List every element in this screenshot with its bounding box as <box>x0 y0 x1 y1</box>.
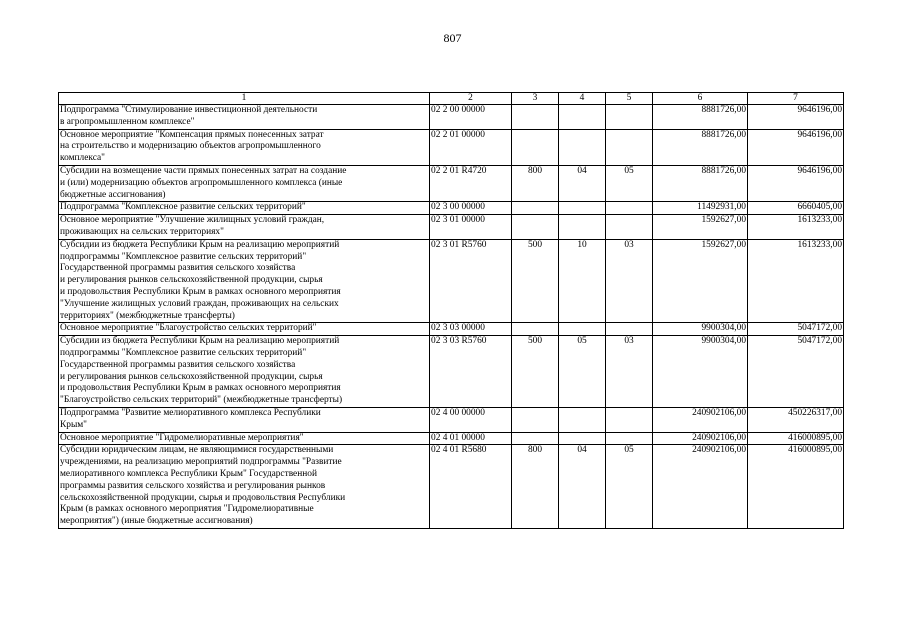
row-subsection-cell <box>606 215 653 240</box>
row-name-line: мероприятия") (иные бюджетные ассигнования) <box>60 516 253 527</box>
row-name-line: и продовольствия Республики Крым в рамках основного мероприятия <box>60 286 341 297</box>
row-amount-col6-cell: 8881726,00 <box>653 165 748 201</box>
row-subsection-cell <box>606 129 653 165</box>
row-code-cell: 02 3 03 00000 <box>430 323 512 336</box>
table-row <box>59 432 844 445</box>
row-name-line: комплекса" <box>60 153 105 164</box>
row-name-line: проживающих на сельских территориях" <box>60 226 224 237</box>
row-name-cell <box>59 202 430 215</box>
row-name-line: на строительство и модернизацию объектов агропромышленного <box>60 141 321 152</box>
row-code-cell: 02 2 01 00000 <box>430 129 512 165</box>
column-header: 4 <box>559 93 606 105</box>
row-name-line: в агропромышленном комплексе" <box>60 116 195 127</box>
row-expense-type-cell <box>512 202 559 215</box>
row-subsection-cell <box>606 432 653 445</box>
row-name-cell <box>59 407 430 432</box>
row-code-cell: 02 3 01 R5760 <box>430 239 512 323</box>
row-subsection-cell: 03 <box>606 239 653 323</box>
row-name-line: Крым" <box>60 419 87 430</box>
table-row <box>59 129 844 165</box>
row-code-cell: 02 4 00 00000 <box>430 407 512 432</box>
table-row <box>59 407 844 432</box>
row-section-cell <box>559 202 606 215</box>
row-expense-type-cell: 500 <box>512 336 559 408</box>
row-subsection-cell <box>606 202 653 215</box>
row-name-cell <box>59 239 430 323</box>
column-header: 2 <box>430 93 512 105</box>
row-section-cell: 04 <box>559 165 606 201</box>
row-subsection-cell: 05 <box>606 165 653 201</box>
row-amount-col7-cell: 1613233,00 <box>748 215 844 240</box>
row-name-line: Основное мероприятие "Гидромелиоративные мероприятия" <box>60 432 304 443</box>
table-row <box>59 336 844 408</box>
row-amount-col7-cell: 9646196,00 <box>748 165 844 201</box>
row-subsection-cell <box>606 105 653 130</box>
row-name-cell <box>59 323 430 336</box>
table-row <box>59 165 844 201</box>
row-name-line: Основное мероприятие "Компенсация прямых понесенных затрат <box>60 129 324 140</box>
row-name-line: Субсидии из бюджета Республики Крым на реализацию мероприятий <box>60 336 340 347</box>
header-row <box>59 93 844 105</box>
row-name-line: Субсидии на возмещение части прямых понесенных затрат на создание <box>60 165 347 176</box>
row-subsection-cell <box>606 323 653 336</box>
row-name-line: и (или) модернизацию объектов агропромышленного комплекса (иные <box>60 177 343 188</box>
row-section-cell <box>559 407 606 432</box>
row-section-cell <box>559 323 606 336</box>
row-name-cell <box>59 105 430 130</box>
row-amount-col6-cell: 240902106,00 <box>653 445 748 529</box>
page-number: 807 <box>443 31 462 45</box>
table-row <box>59 445 844 529</box>
column-header: 7 <box>748 93 844 105</box>
row-name-line: Подпрограмма "Стимулирование инвестиционной деятельности <box>60 105 318 115</box>
row-section-cell: 10 <box>559 239 606 323</box>
row-name-cell <box>59 129 430 165</box>
row-section-cell <box>559 432 606 445</box>
row-code-cell: 02 4 01 R5680 <box>430 445 512 529</box>
column-header: 5 <box>606 93 653 105</box>
row-amount-col6-cell: 8881726,00 <box>653 105 748 130</box>
row-name-line: Государственной программы развития сельского хозяйства <box>60 359 296 370</box>
table-row <box>59 215 844 240</box>
row-name-line: подпрограммы "Комплексное развитие сельских территорий" <box>60 251 307 262</box>
row-name-line: и продовольствия Республики Крым в рамках основного мероприятия <box>60 383 341 394</box>
column-header: 6 <box>653 93 748 105</box>
column-header: 3 <box>512 93 559 105</box>
table-row <box>59 239 844 323</box>
row-name-line: "Улучшение жилищных условий граждан, проживающих на сельских <box>60 298 339 309</box>
row-name-line: бюджетные ассигнования) <box>60 189 166 200</box>
row-subsection-cell <box>606 407 653 432</box>
row-name-line: и регулирования рынков сельскохозяйственной продукции, сырья <box>60 371 323 382</box>
row-code-cell: 02 2 00 00000 <box>430 105 512 130</box>
row-name-line: Субсидии юридическим лицам, не являющимися государственными <box>60 445 334 456</box>
row-amount-col7-cell: 416000895,00 <box>748 445 844 529</box>
row-expense-type-cell <box>512 323 559 336</box>
row-expense-type-cell: 800 <box>512 165 559 201</box>
row-name-line: программы развития сельского хозяйства и регулирования рынков <box>60 480 326 491</box>
budget-table <box>58 92 844 529</box>
row-amount-col6-cell: 1592627,00 <box>653 239 748 323</box>
table-row <box>59 202 844 215</box>
row-amount-col7-cell: 9646196,00 <box>748 105 844 130</box>
row-name-cell <box>59 445 430 529</box>
row-subsection-cell: 03 <box>606 336 653 408</box>
row-code-cell: 02 3 03 R5760 <box>430 336 512 408</box>
row-name-line: Подпрограмма "Комплексное развитие сельских территорий" <box>60 202 306 213</box>
row-amount-col6-cell: 8881726,00 <box>653 129 748 165</box>
row-section-cell: 05 <box>559 336 606 408</box>
row-name-cell <box>59 215 430 240</box>
row-amount-col6-cell: 240902106,00 <box>653 407 748 432</box>
column-header: 1 <box>59 93 430 105</box>
row-name-cell <box>59 432 430 445</box>
row-amount-col7-cell: 9646196,00 <box>748 129 844 165</box>
row-name-line: Подпрограмма "Развитие мелиоративного комплекса Республики <box>60 407 321 418</box>
row-amount-col6-cell: 240902106,00 <box>653 432 748 445</box>
row-code-cell: 02 3 00 00000 <box>430 202 512 215</box>
row-amount-col7-cell: 6660405,00 <box>748 202 844 215</box>
row-expense-type-cell <box>512 407 559 432</box>
row-section-cell <box>559 215 606 240</box>
row-amount-col6-cell: 9900304,00 <box>653 323 748 336</box>
row-amount-col6-cell: 11492931,00 <box>653 202 748 215</box>
row-amount-col7-cell: 1613233,00 <box>748 239 844 323</box>
row-expense-type-cell: 800 <box>512 445 559 529</box>
row-expense-type-cell: 500 <box>512 239 559 323</box>
row-code-cell: 02 4 01 00000 <box>430 432 512 445</box>
row-section-cell <box>559 129 606 165</box>
row-subsection-cell: 05 <box>606 445 653 529</box>
row-name-line: Основное мероприятие "Улучшение жилищных условий граждан, <box>60 215 325 226</box>
row-name-line: Субсидии из бюджета Республики Крым на реализацию мероприятий <box>60 239 340 250</box>
row-section-cell <box>559 105 606 130</box>
row-name-line: территориях" (межбюджетные трансферты) <box>60 310 235 321</box>
row-expense-type-cell <box>512 105 559 130</box>
row-amount-col7-cell: 450226317,00 <box>748 407 844 432</box>
row-name-line: Основное мероприятие "Благоустройство сельских территорий" <box>60 323 317 334</box>
row-expense-type-cell <box>512 432 559 445</box>
row-amount-col7-cell: 5047172,00 <box>748 336 844 408</box>
row-code-cell: 02 3 01 00000 <box>430 215 512 240</box>
row-name-cell <box>59 336 430 408</box>
row-name-line: мелиоративного комплекса Республики Крым" Государственной <box>60 468 317 479</box>
row-name-line: учреждениями, на реализацию мероприятий подпрограммы "Развитие <box>60 457 342 468</box>
row-amount-col7-cell: 416000895,00 <box>748 432 844 445</box>
table-row <box>59 323 844 336</box>
row-name-line: "Благоустройство сельских территорий" (межбюджетные трансферты) <box>60 395 343 406</box>
row-name-line: подпрограммы "Комплексное развитие сельских территорий" <box>60 347 307 358</box>
row-section-cell: 04 <box>559 445 606 529</box>
row-amount-col6-cell: 1592627,00 <box>653 215 748 240</box>
row-code-cell: 02 2 01 R4720 <box>430 165 512 201</box>
row-expense-type-cell <box>512 129 559 165</box>
row-amount-col7-cell: 5047172,00 <box>748 323 844 336</box>
row-amount-col6-cell: 9900304,00 <box>653 336 748 408</box>
row-name-line: Крым (в рамках основного мероприятия "Гидромелиоративные <box>60 504 314 515</box>
row-name-line: сельскохозяйственной продукции, сырья и продовольствия Республики <box>60 492 346 503</box>
row-name-line: и регулирования рынков сельскохозяйственной продукции, сырья <box>60 275 323 286</box>
row-name-cell <box>59 165 430 201</box>
row-expense-type-cell <box>512 215 559 240</box>
table-row <box>59 105 844 130</box>
row-name-line: Государственной программы развития сельского хозяйства <box>60 263 296 274</box>
